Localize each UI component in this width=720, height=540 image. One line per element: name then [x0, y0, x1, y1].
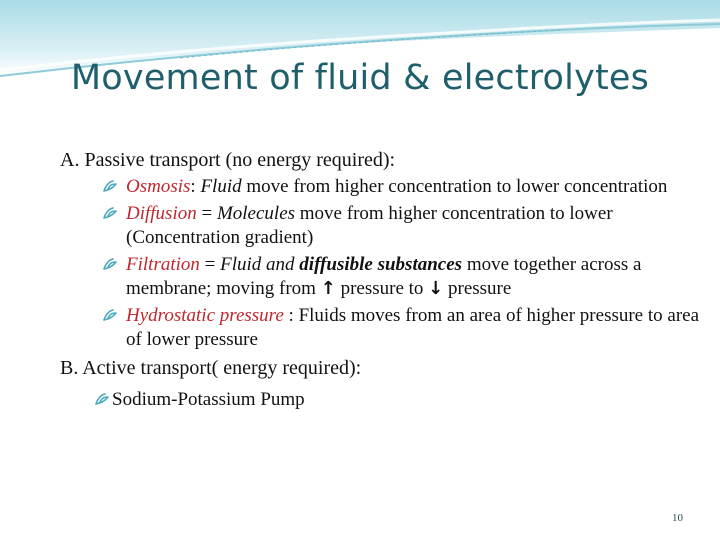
slide-title: Movement of fluid & electrolytes: [70, 58, 650, 98]
term-filtration: Filtration: [126, 254, 200, 275]
bullet-icon: [100, 254, 120, 274]
osmosis-text: move from higher concentration to lower concentration: [241, 176, 668, 197]
filtration-subject-a: Fluid: [220, 254, 262, 275]
bullet-icon: [100, 203, 120, 223]
section-b-heading: B. Active transport( energy required):: [60, 357, 362, 379]
filtration-and: and: [261, 254, 300, 275]
bullet-icon: [92, 389, 112, 409]
section-a-heading: A. Passive transport (no energy required):: [60, 149, 396, 171]
diffusion-sep: =: [196, 203, 217, 224]
term-hydrostatic-pressure: Hydrostatic pressure: [126, 305, 284, 326]
term-osmosis: Osmosis: [126, 176, 191, 197]
pump-label: Sodium-Potassium Pump: [112, 389, 305, 410]
slide-body: [60, 148, 700, 412]
osmosis-subject: Fluid: [200, 176, 242, 197]
diffusion-subject: Molecules: [216, 203, 296, 224]
filtration-text-1: move together across a membrane; moving from: [126, 254, 642, 299]
bullet-icon: [100, 176, 120, 196]
arrow-up-icon: ↑: [320, 278, 336, 299]
hydrostatic-text: : Fluids moves from an area of higher pressure to area of lower pressure: [126, 305, 700, 350]
list-item-osmosis: [60, 175, 700, 199]
list-item-diffusion: [60, 202, 700, 250]
list-item-sodium-potassium-pump: [60, 388, 700, 412]
filtration-text-3: pressure: [443, 278, 512, 299]
filtration-subject-b: diffusible substances: [299, 254, 463, 275]
bullet-icon: [100, 305, 120, 325]
arrow-down-icon: ↓: [428, 278, 444, 299]
diffusion-text: move from higher concentration to lower (Concentration gradient): [126, 203, 613, 248]
filtration-text-2: pressure to: [335, 278, 429, 299]
list-item-hydrostatic: [60, 304, 700, 352]
term-diffusion: Diffusion: [126, 203, 197, 224]
osmosis-sep: :: [190, 176, 201, 197]
list-item-filtration: [60, 253, 700, 301]
passive-transport-list: [60, 175, 700, 352]
filtration-sep: =: [199, 254, 221, 275]
slide-number: 10: [672, 512, 683, 524]
